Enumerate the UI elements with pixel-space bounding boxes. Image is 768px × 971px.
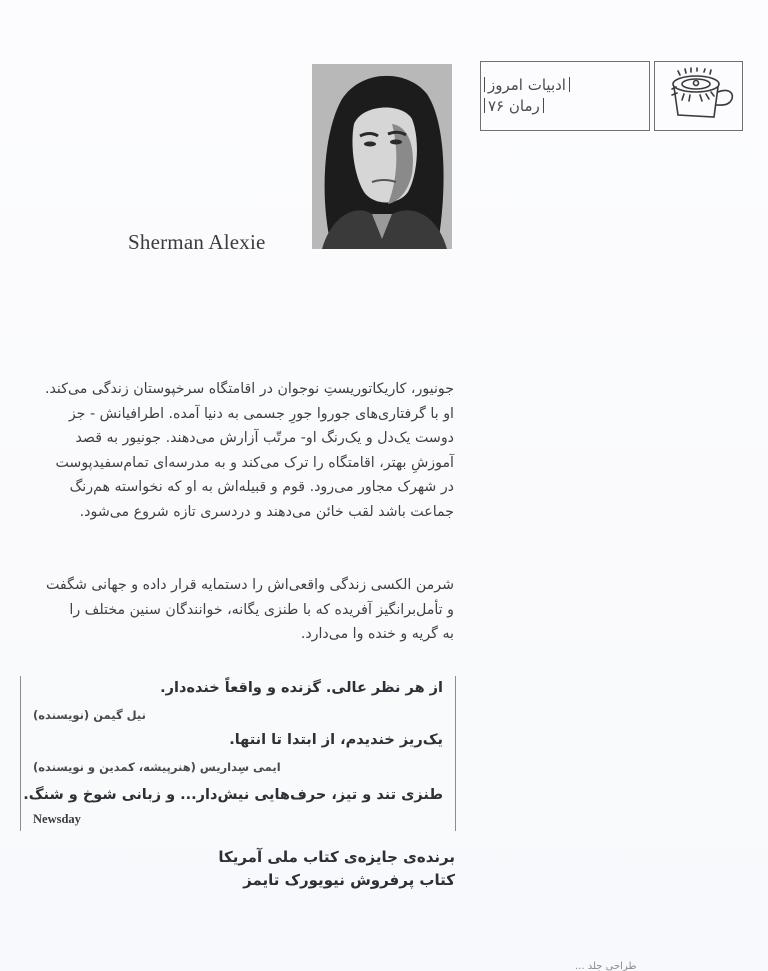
series-number: ۷۶ <box>488 97 505 115</box>
series-logo-box <box>654 61 743 131</box>
series-label-box <box>480 61 650 131</box>
series-number-line <box>481 96 547 117</box>
text-line: به گریه و خنده وا می‌دارد. <box>300 626 454 642</box>
divider-bar <box>484 98 485 113</box>
divider-bar <box>543 98 544 113</box>
review-attribution: Newsday <box>33 812 81 826</box>
text-line: دوست یک‌دل و یک‌رنگ او- مرتّب آزارش می‌دهند. جونیور به قصد <box>75 430 454 446</box>
review-quote: از هر نظر عالی. گزنده و واقعاً خنده‌دار. <box>160 680 443 696</box>
award-line: برنده‌ی جایزه‌ی کتاب ملی آمریکا <box>218 848 455 866</box>
series-name-line <box>481 75 573 96</box>
synopsis-paragraph-2 <box>22 573 454 647</box>
review-quote: طنزی تند و تیز، حرف‌هایی نیش‌دار... و زبانی شوخ و شنگ. <box>23 787 443 803</box>
eye-cup-icon <box>660 65 738 127</box>
text-line: او با گرفتاری‌های جوروا جورِ جسمی به دنیا آمده. اطرافیانش - جز <box>68 405 454 422</box>
text-line: و تأمل‌برانگیز آفریده که با طنزی یگانه، خوانندگان سنین مختلف را <box>69 601 454 618</box>
text-line: جونیور، کاریکاتوریستِ نوجوان در اقامتگاه سرخپوستان زندگی می‌کند. <box>44 381 454 397</box>
divider-bar <box>569 77 570 92</box>
text-line: در شهرک مجاور می‌رود. قوم و قبیله‌اش به او که نخواسته هم‌رنگ <box>69 479 454 495</box>
text-line: آموزشِ بهتر، اقامتگاه را ترک می‌کند و به مدرسه‌ای تمام‌سفیدپوست <box>55 454 454 471</box>
text-line: جماعت باشد لقب خائن می‌دهند و دردسری تازه شروع می‌شود. <box>79 503 454 520</box>
divider-bar <box>484 77 485 92</box>
review-attribution: ایمی سِداریس (هنرپیشه، کمدین و نویسنده) <box>33 760 281 774</box>
awards <box>200 846 455 892</box>
text-line: شرمن الکسی زندگی واقعی‌اش را دستمایه قرار داده و جهانی شگفت <box>46 577 454 593</box>
synopsis-paragraph-1 <box>22 377 454 524</box>
award-line: کتاب پرفروش نیویورک تایمز <box>243 871 455 889</box>
cropped-footer-text: طراحی جلد ... <box>575 961 637 971</box>
author-photo <box>312 64 452 249</box>
author-name: Sherman Alexie <box>128 230 266 254</box>
series-badge <box>480 61 744 133</box>
series-genre: رمان <box>508 97 540 115</box>
review-quote: یک‌ریز خندیدم، از ابتدا تا انتها. <box>229 732 443 748</box>
series-name: ادبیات امروز <box>488 76 566 94</box>
review-attribution: نیل گیمن (نویسنده) <box>33 708 146 722</box>
review-quotes <box>20 676 456 831</box>
